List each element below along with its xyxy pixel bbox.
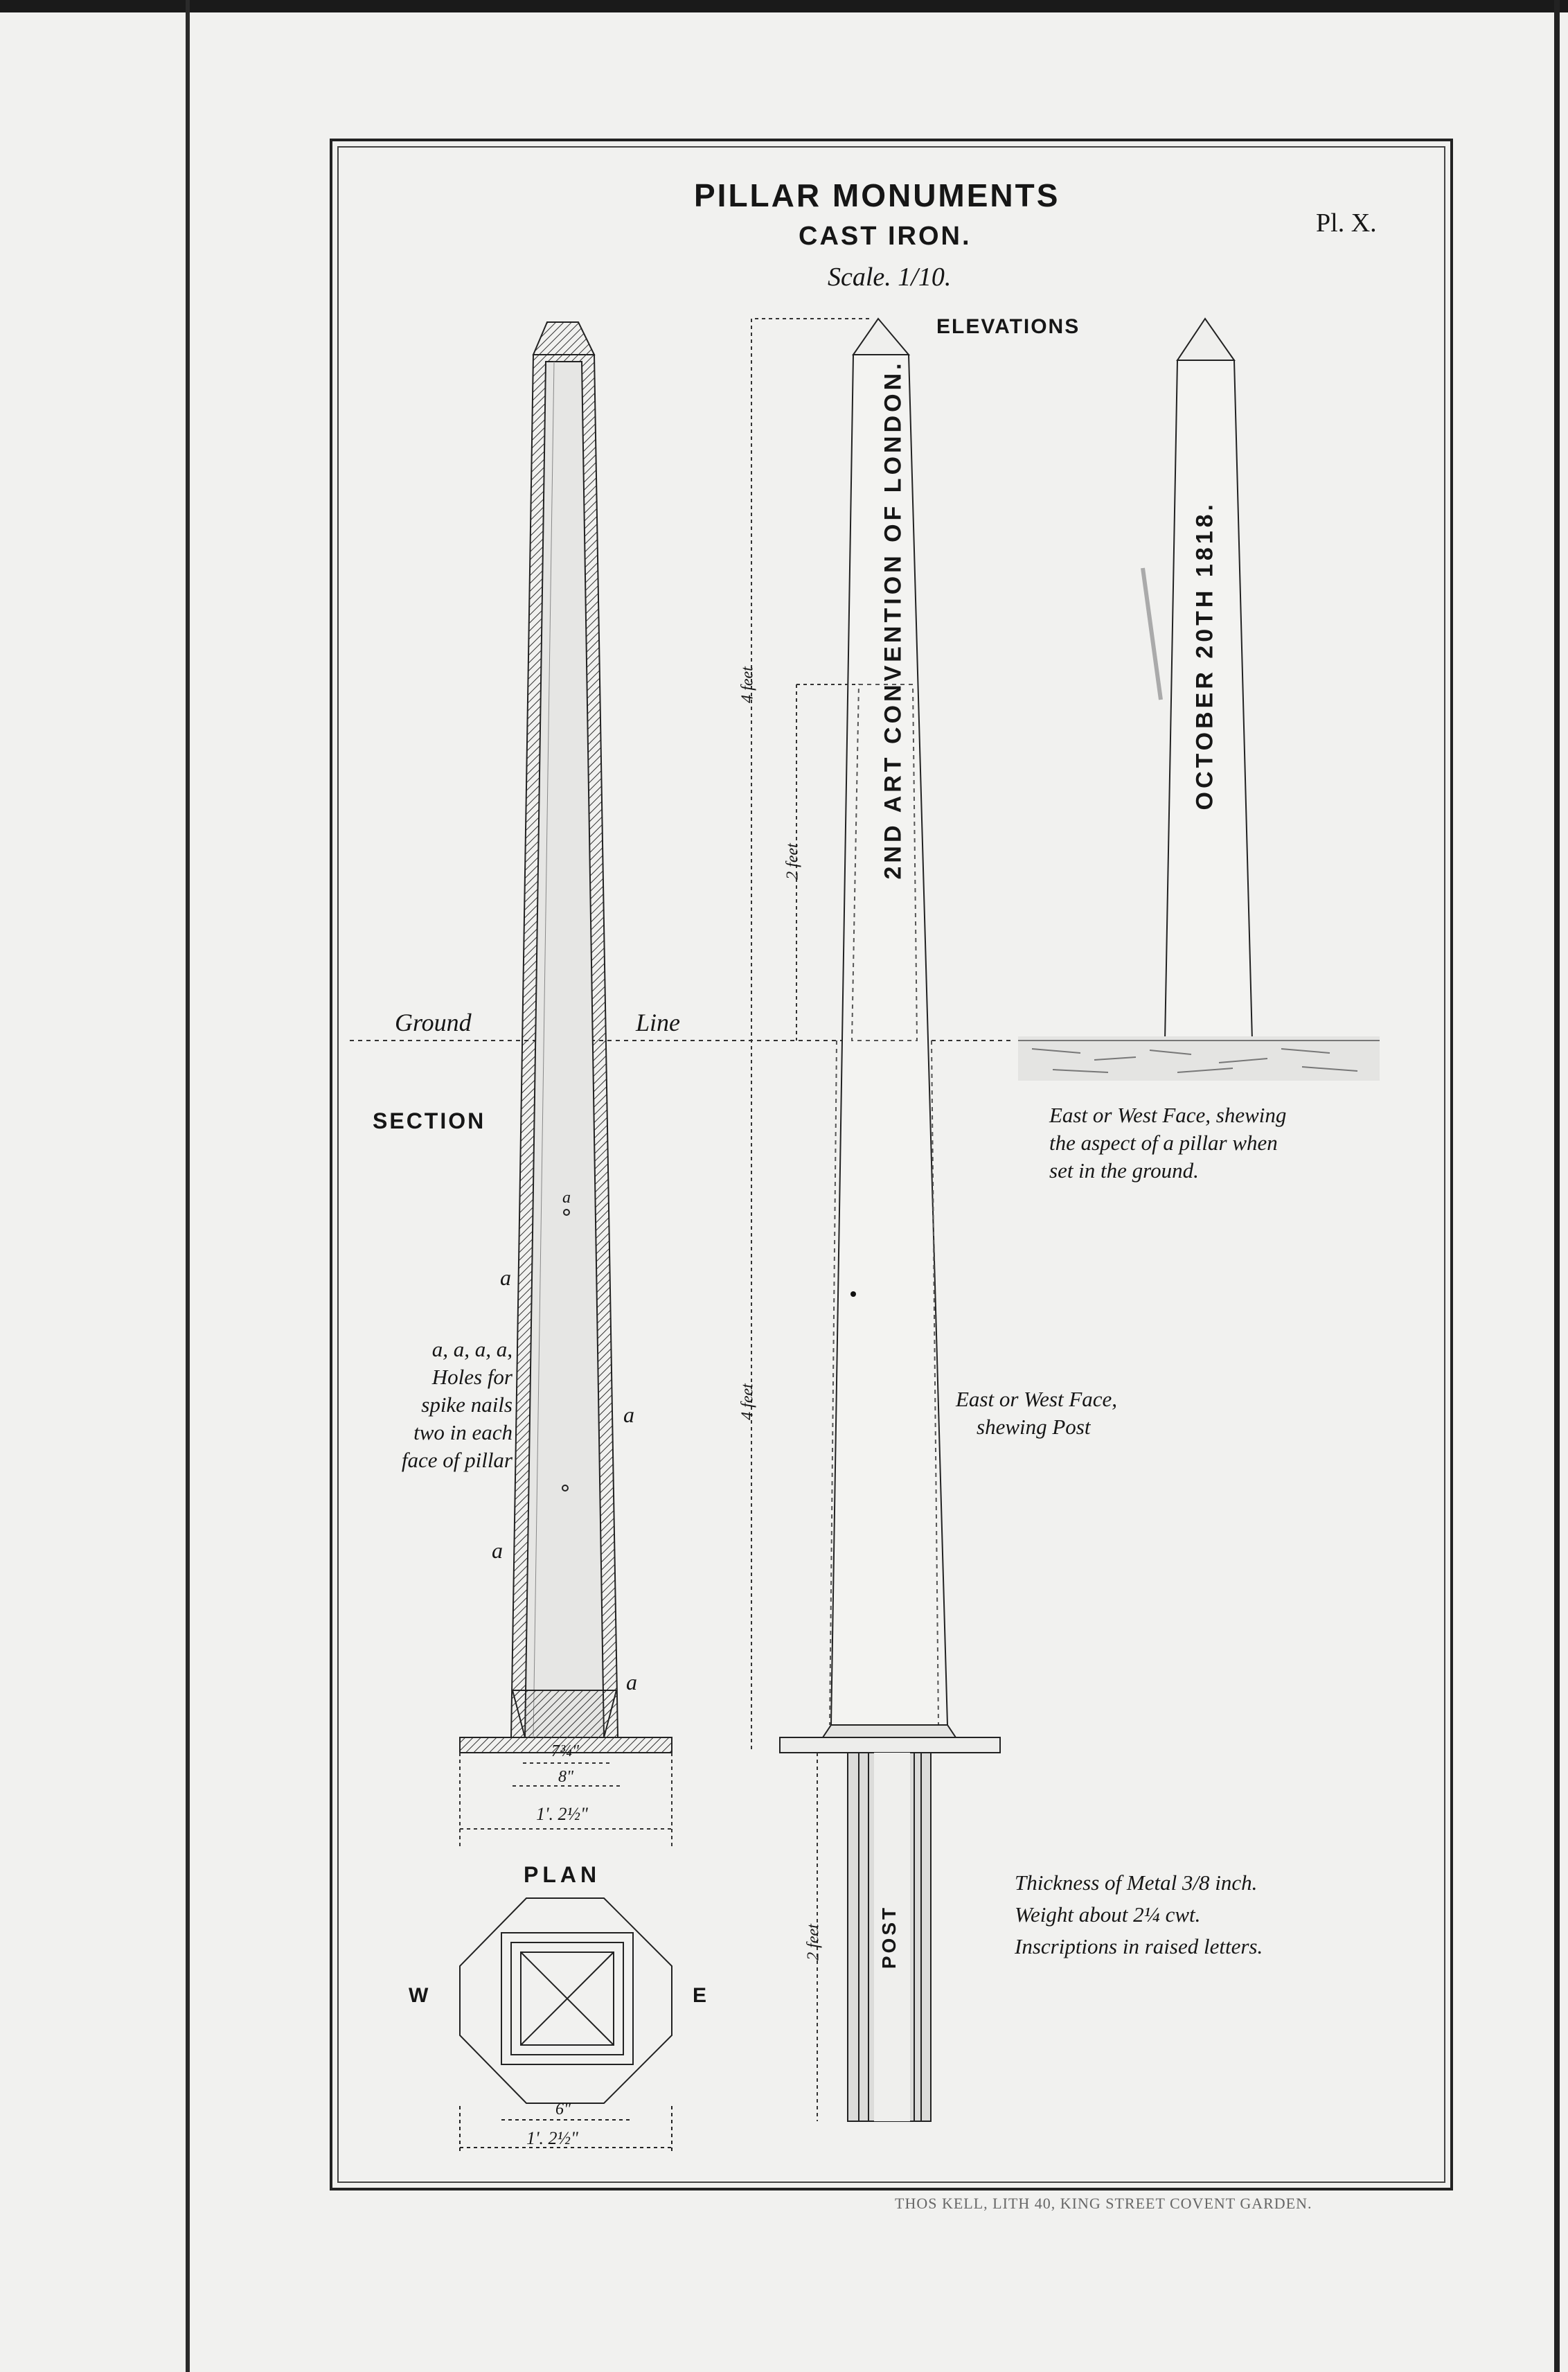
dim-base-mid: 8" <box>558 1768 574 1786</box>
holes-note-line: a, a, a, a, <box>431 1337 513 1361</box>
ground-label: Ground <box>395 1009 472 1036</box>
hole-mark: a <box>626 1670 637 1694</box>
holes-note-line: Holes for <box>431 1365 513 1389</box>
elevation-post-note <box>956 1386 1205 1441</box>
plate-title: PILLAR MONUMENTS <box>694 177 1060 213</box>
hole-mark: a <box>500 1265 511 1290</box>
elevation-ground-note <box>1049 1101 1409 1185</box>
hole-mark: a <box>492 1538 503 1563</box>
dim-two-feet-upper: 2 feet <box>783 843 802 880</box>
section-label: SECTION <box>373 1108 486 1133</box>
plate-subtitle: CAST IRON. <box>799 222 972 251</box>
note-line: the aspect of a pillar when <box>1049 1131 1278 1155</box>
post-label: POST <box>878 1904 900 1970</box>
front-inscription: 2ND ART CONVENTION OF LONDON. <box>880 360 907 880</box>
holes-note-line: spike nails <box>421 1392 513 1417</box>
dim-two-feet-post: 2 feet <box>804 1924 823 1961</box>
note-line: shewing Post <box>977 1415 1091 1439</box>
section-dimensions <box>460 1753 672 1850</box>
hole-mark-small: a <box>562 1189 571 1207</box>
dim-base-inner: 7¾" <box>551 1742 580 1760</box>
dim-four-feet-upper: 4 feet <box>738 666 757 703</box>
side-inscription: OCTOBER 20TH 1818. <box>1191 500 1218 811</box>
plan-label: PLAN <box>524 1862 601 1887</box>
plate-scale: Scale. 1/10. <box>828 263 952 292</box>
note-line: set in the ground. <box>1049 1158 1199 1183</box>
east-label: E <box>693 1984 709 2007</box>
dim-four-feet-lower: 4 feet <box>738 1383 757 1420</box>
note-line: Weight about 2¼ cwt. <box>1015 1902 1201 1927</box>
lithographer-imprint: THOS KELL, LITH 40, KING STREET COVENT GARDEN. <box>895 2195 1312 2212</box>
plate-number: Pl. X. <box>1316 209 1377 238</box>
dim-plan-outer: 1'. 2½" <box>526 2128 578 2148</box>
holes-note <box>360 1336 513 1474</box>
holes-note-line: face of pillar <box>401 1448 513 1472</box>
note-line: Inscriptions in raised letters. <box>1015 1934 1263 1958</box>
note-line: East or West Face, <box>956 1387 1118 1411</box>
line-label: Line <box>636 1009 681 1036</box>
west-label: W <box>409 1984 431 2007</box>
hole-mark: a <box>623 1402 634 1427</box>
dim-plan-inner: 6" <box>555 2100 571 2118</box>
note-line: East or West Face, shewing <box>1049 1103 1287 1127</box>
elevations-label: ELEVATIONS <box>936 315 1080 338</box>
dim-base-outer: 1'. 2½" <box>536 1804 588 1824</box>
holes-note-line: two in each <box>413 1420 513 1444</box>
note-line: Thickness of Metal 3/8 inch. <box>1015 1870 1258 1895</box>
specs-note <box>1015 1867 1402 1963</box>
